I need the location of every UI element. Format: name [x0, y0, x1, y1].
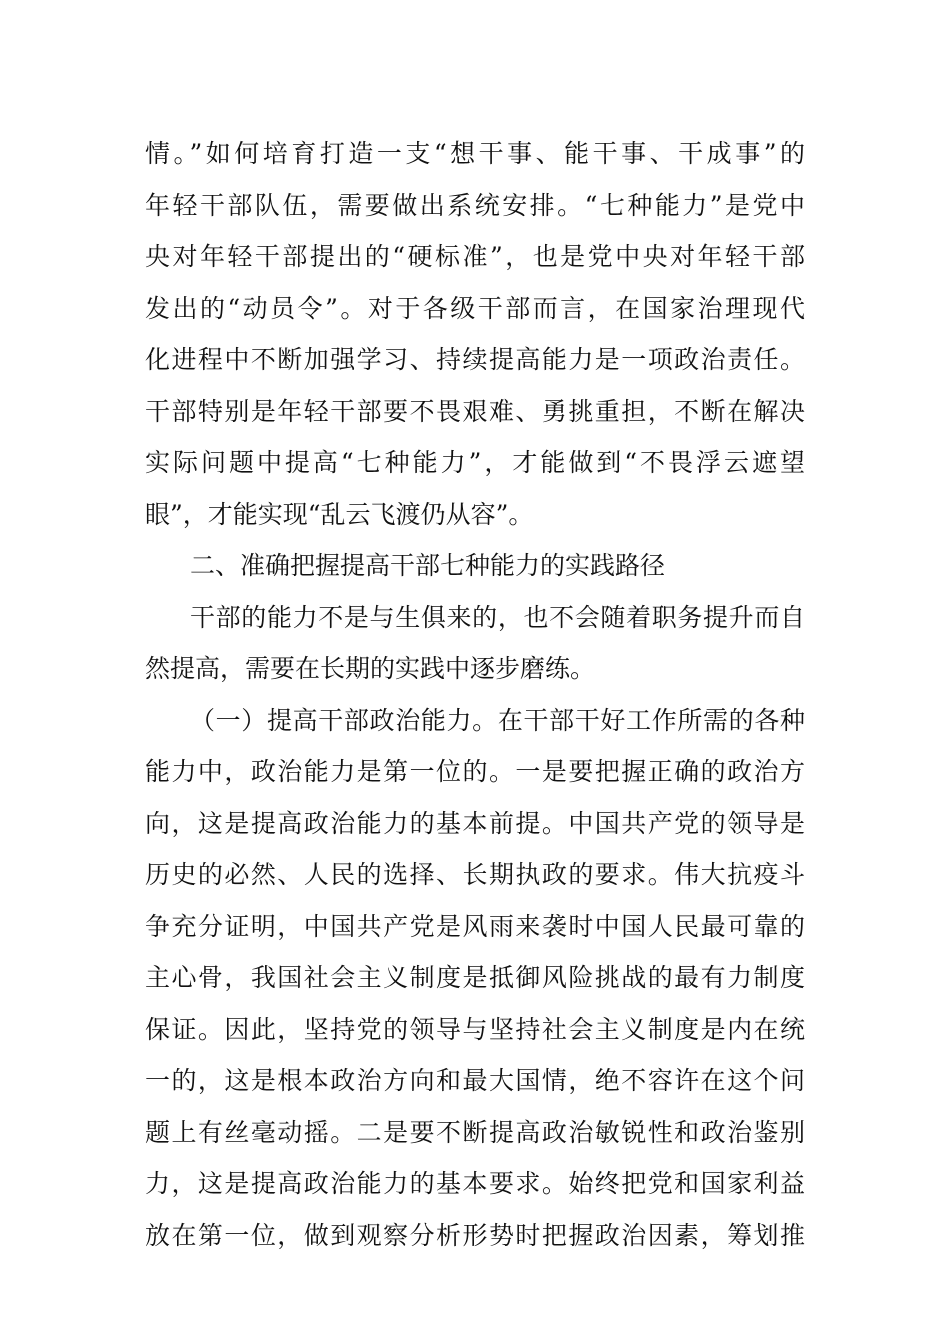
subsection-line: （一）提高干部政治能力。在干部干好工作所需的各种: [190, 705, 805, 735]
text-line: 实际问题中提高“七种能力”，才能做到“不畏浮云遮望: [145, 448, 805, 477]
text-line: 主心骨，我国社会主义制度是抵御风险挑战的最有力制度: [145, 963, 805, 992]
text-line: 一的，这是根本政治方向和最大国情，绝不容许在这个问: [145, 1066, 805, 1095]
text-line: 能力中，政治能力是第一位的。一是要把握正确的政治方: [145, 757, 805, 786]
text-line: 向，这是提高政治能力的基本前提。中国共产党的领导是: [145, 808, 805, 838]
text-line: 发出的“动员令”。对于各级干部而言，在国家治理现代: [145, 293, 805, 323]
text-line: 历史的必然、人民的选择、长期执政的要求。伟大抗疫斗: [145, 860, 805, 889]
text-line: 央对年轻干部提出的“硬标准”，也是党中央对年轻干部: [145, 242, 805, 271]
text-line: 眼”，才能实现“乱云飞渡仍从容”。: [145, 499, 534, 529]
text-line: 争充分证明，中国共产党是风雨来袭时中国人民最可靠的: [145, 911, 805, 941]
section-heading: 二、准确把握提高干部七种能力的实践路径: [190, 551, 666, 580]
text-line: 力，这是提高政治能力的基本要求。始终把党和国家利益: [145, 1169, 805, 1198]
text-line: 年轻干部队伍，需要做出系统安排。“七种能力”是党中: [145, 190, 805, 220]
text-line: 情。”如何培育打造一支“想干事、能干事、干成事”的: [145, 139, 805, 168]
text-line: 保证。因此，坚持党的领导与坚持社会主义制度是内在统: [145, 1014, 805, 1044]
text-line: 干部特别是年轻干部要不畏艰难、勇挑重担，不断在解决: [145, 396, 805, 426]
text-line: 然提高，需要在长期的实践中逐步磨练。: [145, 654, 596, 683]
text-line: 放在第一位，做到观察分析形势时把握政治因素，筹划推: [145, 1220, 805, 1250]
text-line: 干部的能力不是与生俱来的，也不会随着职务提升而自: [190, 602, 805, 632]
text-line: 题上有丝毫动摇。二是要不断提高政治敏锐性和政治鉴别: [145, 1117, 805, 1147]
text-line: 化进程中不断加强学习、持续提高能力是一项政治责任。: [145, 345, 805, 374]
document-body: [145, 128, 805, 1261]
